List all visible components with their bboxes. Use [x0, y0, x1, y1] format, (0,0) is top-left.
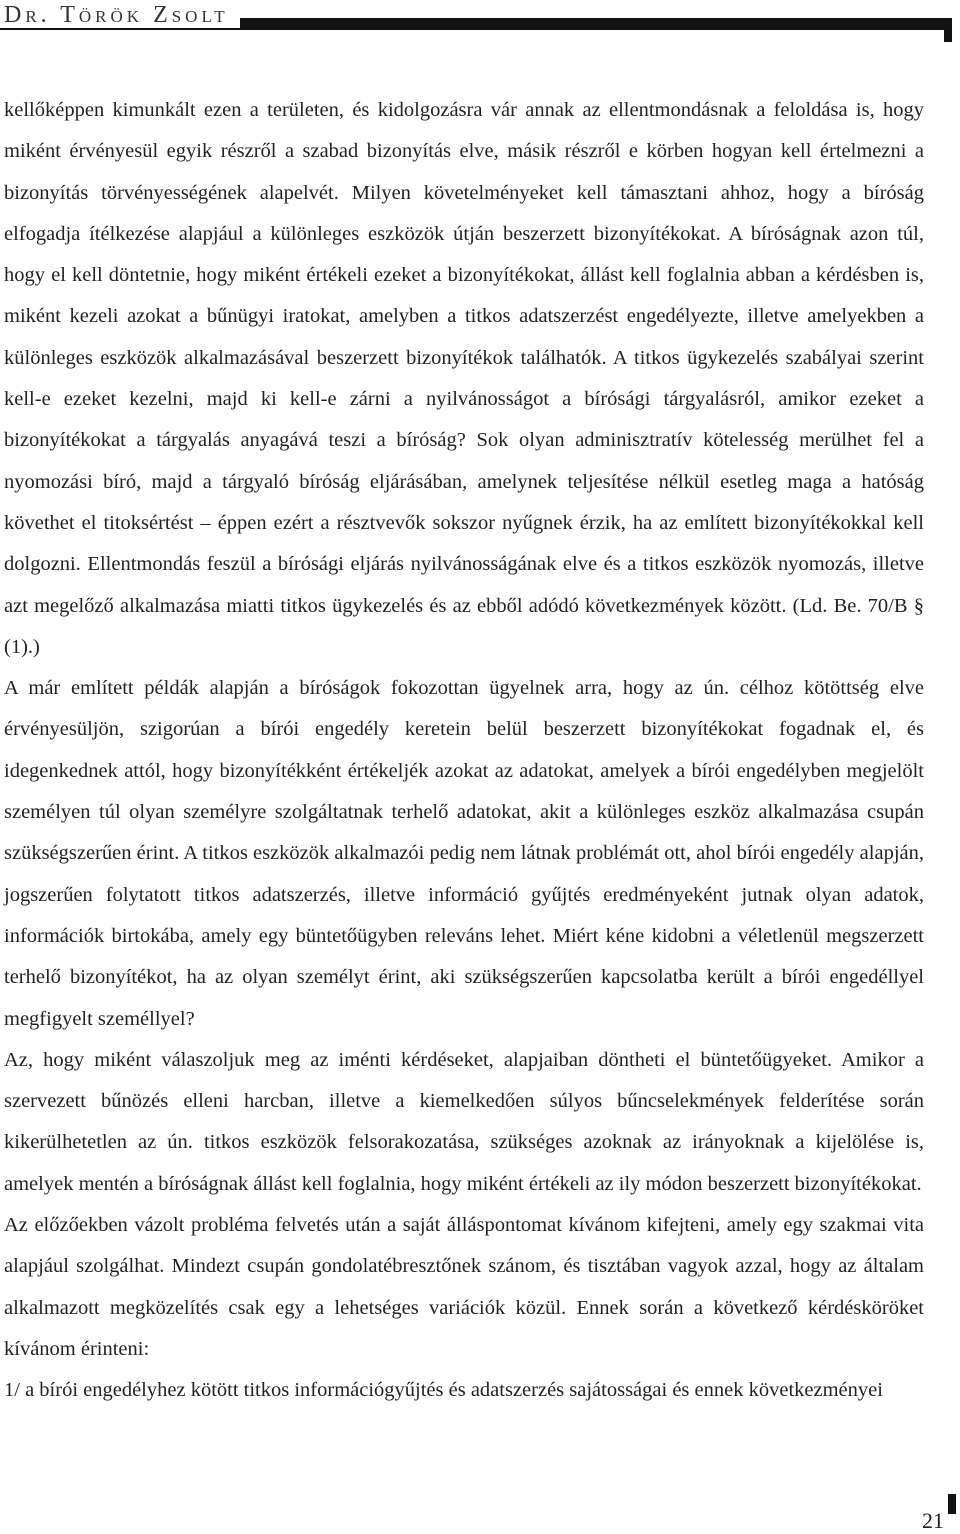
header-author: Dr. Török Zsolt — [4, 2, 229, 28]
header-corner-mark — [944, 24, 952, 42]
body-text — [4, 90, 924, 1412]
paragraph-1: kellőképpen kimunkált ezen a területen, és kidolgozásra vár annak az ellentmondásnak a feloldása is, hogy miként érvényesül egyik részről a szabad bizonyítás elve, másik részről e körben hogyan kell értelmezni a bizonyítás törvényességének alapelvét. Milyen követelményeket kell támasztani ahhoz, hogy a bíróság elfogadja ítélkezése alapjául a különleges eszközök útján beszerzett bizonyítékokat. A bíróságnak azon túl, hogy el kell döntetnie, hogy miként értékeli ezeket a bizonyítékokat, állást kell foglalnia abban a kérdésben is, miként kezeli azokat a bűnügyi iratokat, amelyben a titkos adatszerzést engedélyezte, illetve amelyekben a különleges eszközök alkalmazásával beszerzett bizonyítékok találhatók. A titkos ügykezelés szabályai szerint kell-e ezeket kezelni, majd ki kell-e zárni a nyilvánosságot a bírósági tárgyalásról, amikor ezeket a bizonyítékokat a tárgyalás anyagává teszi a bíróság? Sok olyan adminisztratív kötelesség merülhet fel a nyomozási bíró, majd a tárgyaló bíróság eljárásában, amelynek teljesítése nélkül esetleg maga a hatóság követhet el titoksértést – éppen ezért a résztvevők sokszor nyűgnek érzik, ha az említett bizonyítékokkal kell dolgozni. Ellentmondás feszül a bírósági eljárás nyilvánosságának elve és a titkos eszközök nyomozás, illetve azt megelőző alkalmazása miatti titkos ügykezelés és az ebből adódó következmények között. (Ld. Be. 70/B § (1).) — [4, 99, 924, 658]
page-number: 21 — [922, 1508, 944, 1533]
header-bar — [240, 18, 952, 30]
paragraph-5: 1/ a bírói engedélyhez kötött titkos információgyűjtés és adatszerzés sajátosságai és ennek következményei — [4, 1379, 883, 1402]
paragraph-2: A már említett példák alapján a bíróságok fokozottan ügyelnek arra, hogy az ún. célhoz kötöttség elve érvényesüljön, szigorúan a bírói engedély keretein belül beszerzett bizonyítékokat fogadnak el, és idegenkednek attól, hogy bizonyítékként értékeljék azokat az adatokat, amelyek a bírói engedélyben megjelölt személyen túl olyan személyre szolgáltatnak terhelő adatokat, akit a különleges eszköz alkalmazása csupán szükségszerűen érint. A titkos eszközök alkalmazói pedig nem látnak problémát ott, ahol bírói engedély alapján, jogszerűen folytatott titkos adatszerzés, illetve információ gyűjtés eredményeként jutnak olyan adatok, információk birtokába, amely egy büntetőügyben releváns lehet. Miért kéne kidobni a véletlenül megszerzett terhelő bizonyítékot, ha az olyan személyt érint, aki szükségszerűen kapcsolatba került a bírói engedéllyel megfigyelt személlyel? — [4, 677, 924, 1030]
footer-corner-mark — [948, 1494, 956, 1514]
paragraph-4: Az előzőekben vázolt probléma felvetés után a saját álláspontomat kívánom kifejteni, amely egy szakmai vita alapjául szolgálhat. Mindezt csupán gondolatébresztőnek szánom, és tisztában vagyok azzal, hogy az általam alkalmazott megközelítés csak egy a lehetséges variációk közül. Ennek során a következő kérdésköröket kívánom érinteni: — [4, 1214, 924, 1360]
paragraph-3: Az, hogy miként válaszoljuk meg az iménti kérdéseket, alapjaiban döntheti el büntetőügyeket. Amikor a szervezett bűnözés elleni harcban, illetve a kiemelkedően súlyos bűncselekmények felderítése során kikerülhetetlen az ún. titkos eszközök felsorakozatása, szükséges azoknak az irányoknak a kijelölése is, amelyek mentén a bíróságnak állást kell foglalnia, hogy miként értékeli az ily módon beszerzett bizonyítékokat. — [4, 1048, 924, 1195]
page-header — [0, 0, 960, 44]
